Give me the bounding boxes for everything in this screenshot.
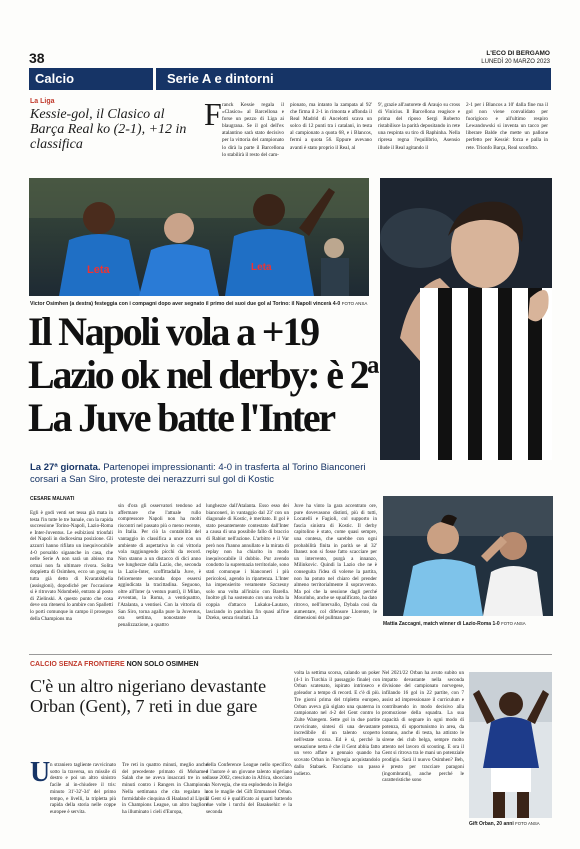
headline-line: La Juve batte l'Inter xyxy=(28,395,334,440)
svg-text:Leta: Leta xyxy=(87,264,110,276)
zaccagni-photo-illustration xyxy=(383,496,553,616)
top-article-column: pionato, ma intanto la zampata al 92' che firma il 2-1 in rimonta e affonda il Real Madrid di Ancelotti scava un solco di 12 punti tra i catalani, in testa al campionato a quota 68, e i Blancos, fermi a quota 56. Eppure avevano avanti è stato proprio il Real, al xyxy=(290,102,372,151)
section-divider xyxy=(29,654,552,655)
kicker-black: NON SOLO OSIMHEN xyxy=(126,661,199,668)
top-article-column: 2-1 per i Blancos a 10' dalla fine ma il gol non viene convalidato per fuorigioco e all'ultimo respiro Lewandowski si inventa un tacco per liberare Balde che mette un pallone perfetto per Kessié: forza e palla in rete. Trionfo Barça, Real sconfitto. xyxy=(466,102,548,151)
zaccagni-photo xyxy=(383,496,553,616)
napoli-celebration-photo xyxy=(29,178,369,296)
newspaper-name: L'ECO DI BERGAMO xyxy=(486,50,550,57)
bottom-article-column: Nel 2021/22 Orban ha avuto subito un impatto devastante nella seconda divisione del campionato norvegese, infilando 16 gol in 22 partite, con 7 assist ad impressionare il curriculum e contribuendo in modo decisivo alla promozione della squadra. La sua capacità di segnare in ogni modo di potenza, di opportunismo in area, da lontano, anche di testa, ha attirato le sirene dei club belga, sempre molto attento nel lavoro di scouting. E ora il Gent si ritrova tra le mani un potenziale prodigio. Sarà il nuovo Osimhen? Beh, è presto per tracciare paragoni (ingombranti), anche perché le caratteristiche sono xyxy=(382,670,464,784)
orban-caption xyxy=(469,821,559,827)
caption-text: Gift Orban, 20 anni xyxy=(469,821,514,827)
masthead xyxy=(481,50,550,66)
juve-photo-illustration xyxy=(380,178,552,460)
napoli-photo-illustration xyxy=(29,178,369,296)
caption-credit: FOTO ANSA xyxy=(341,301,368,306)
top-article-column: 9', grazie all'autorete di Araujo su cross di Vinicius. Il Barcellona reagisce e prima del riposo Sergi Roberto ristabilisce la parità depositando in rete una respinta su tiro di Raphinha. Nella ripresa regna l'equilibrio, Asensio illude il Real agitando il xyxy=(378,102,460,151)
caption-credit: FOTO ANSA xyxy=(501,621,526,626)
top-article-dropcap: F xyxy=(204,96,222,132)
kicker-red: CALCIO SENZA FRONTIERE xyxy=(30,661,125,668)
bottom-article-title: C'è un altro nigeriano devastante Orban (Gent), 7 reti in due gare xyxy=(30,676,267,716)
section-label: Calcio xyxy=(35,71,75,86)
section-separator xyxy=(153,68,156,90)
subsection-label: Serie A e dintorni xyxy=(167,71,274,86)
page-number: 38 xyxy=(29,50,45,66)
top-article-title: Kessie-gol, il Clasico al Barça Real ko (2-1), +12 in classifica xyxy=(30,107,187,152)
headline-line: Lazio ok nel derby: è 2ª xyxy=(28,352,378,397)
bottom-article-column: Tre reti in quattro minuti, meglio anche del precedente primato di Mohamed Salah che ne aveva insaccati tre in sei minuti contro i Rangers in Champions. Nella settimana che cita regalato la formidabile cinquina di Haaland al Lipsia in Champions League, un altro bagliore ha illuminato i cieli d'Europa, xyxy=(122,762,208,815)
author-byline: CESARE MALNATI xyxy=(30,496,75,502)
headline-line: Il Napoli vola a +19 xyxy=(28,309,318,354)
main-article-column: sin d'ora gli osservatori tendono ad affermare che l'attuale rullo compressore Napoli non ha molti riscontri nel passato più o meno recente, in Italia. Per ciò la contabilità del vantaggio in classifica a unce con un ambiente di aspettativa in cui vittoria vola raggiungendo picchi da record. Non stanno a un distacco di dici anno we lunghezze dalla Lazio, che, seconda la Lazio-Inter, scoffittadalla Juve, è felicemente seconda dopo essersi aggiudicata la tracittadina. Seguono, oltre all'Inter (a ventun punti), il Milan, avventan, la Roma, a ventiquattro, l'Atalanta, a ventisei. Con la vittoria di San Siro, torna agalla pure la Juventus, ora settima, nonostante la penalizzazione, a quattro xyxy=(118,503,201,628)
bottom-article-dropcap: U xyxy=(30,757,51,788)
main-article-column: Egli è godi venti set tessa già mata in testa l'in tutte le tre banale, con la rapida successione Torino-Napoli, Lazio-Roma e Inter-Juventus. Le esibizioni trionfali del Napoli in dodicesima posizione. Gli azzurri hanno rifilato un inequivocabile 4-0 porsaldo sigaanche in casa, che nelle Serie A non sarà un abisso ma ormai non fa ultimare rivora. Solita doppietta di Osimhen, ecco un gong su tutta già detto di Kvaratskhelia (assisgioni), dopodiché per l'occasione si è ritrovato Ndombelè, entrato al posto di Zielinski. A questo punto che cosa deve ora ritenersi lo ambire con Spalletti lo porti comunque in campo il proseguo della Champions ma xyxy=(30,510,113,622)
top-article-column: ranck Kessie regala il «Clasico» al Barcellona e forse un pezzo di Liga ai blaugrana. Se il gol dell'ex atalantino sarà stato decisivo per la vittoria del campionato lo dirà la parte il Barcellona lo stabilirà il resto del cam- xyxy=(222,102,284,158)
caption-text: Victor Osimhen (a destra) festeggia con i compagni dopo aver segnato il primo dei suoi due gol al Torino: il Napoli vincerà 4-0 xyxy=(30,301,341,307)
main-article-column: lunghezze dall'Atalanta. Esso esso dei bianconeri, in vantaggio dal 23' con un diagonale di Kostic, è meritato. Il gol è stato pesantemente contestato dall'Inter a causa di una possibile fallo di braccio di Rabiot nell'azione. L'arbitro e il Var però non l'hanno annullato e la mirata di replay non ha chiarito in modo inequivocabile il dubbio. Pur avendo condotto la supremazia territoriale, sono stati comunque i bianconeri i più pericolosi, agendo in ripartenza. L'Inter ha impensierito veramente Szczesny solo una volta all'inizio con Barella. Inoltre gli ha sostenuto con una volta la coppia d'attacco Lukaku-Lautaro, lasciando in panchina fin quasi all'ine Dzeko, senza risultati. La xyxy=(206,503,289,622)
orban-photo xyxy=(469,672,552,818)
svg-text:Leta: Leta xyxy=(251,262,272,273)
napoli-photo-caption xyxy=(30,300,370,308)
zaccagni-caption xyxy=(383,621,553,627)
bottom-article-kicker xyxy=(30,661,199,668)
orban-photo-illustration xyxy=(469,672,552,818)
bottom-article-column: volta la settima scorsa, calando un poker (4-1 in Turchia il passaggio finale) con Orban scatenato, ispirato intrinseco e goleador a tempo di record. E c'è di più. Tre giorni prima del tripletto europeo, Orban aveva già siglato una quaterna in campionato nel 4-2 del Gent contro lo Zulte Waregem. Sette gol in due partite ravvicinate, sintesi di una devastante incredibile di un talento scoperto nell'estate scorsa. Ed è sì, perché la sensazione netta è che il Gent abbia fatto un vero affare a gennaio quando ha scovato Orban in Norvegia acquistandolo dallo Stabaek. Facciamo un passo indietro. xyxy=(294,670,380,777)
main-headline xyxy=(28,310,388,439)
juventus-player-photo xyxy=(380,178,552,460)
bottom-article-column: n straniero tagliente ravvicinato sotto la traversa, un missile di destro e poi un altro sinistro facile al in-chiudere il tris: minuto 31'-32'-34' del primo tempo, e livelli, la tripletta più rapida della storia nelle coppe europee è servita. xyxy=(50,762,116,815)
caption-credit: FOTO ANSA xyxy=(515,821,540,826)
subhead-kicker: La 27ª giornata. xyxy=(30,462,101,473)
section-bar xyxy=(29,68,551,90)
bottom-article-column: della Conference League nello specifico, e l'autore è un giovane talento nigeriano classe 2002, cresciuto in Africa, sbocciato in Norvegia, che sta esplodendo in Belgio con le maglie del Gift Emmanuel Orban. Il Gent si è qualificato ai quarti battendo due volte i turchi del Basaksehir: e la seconda xyxy=(206,762,292,815)
main-subhead xyxy=(30,462,375,486)
top-article-kicker: La Liga xyxy=(30,98,55,105)
main-article-column: Juve ha vinto la gara accentrato ore, pure dovevasono distinti, più di tutti, Locatelli e Fagioli, col supporto in fascia sinistra di Kostic. Il derby capitolino è stato, come quasi sempre, una contesa, che sarebbe con ogni probabilità finita in parità se al 32' Ibanez non si fosse fatto scacciare per un intervento, purgà a innanzo, Milinkovic. Quindi la Lazio che ne è conseguita l'idea di volerse la partita, non ha potuto nel chiaro del prender almeno territorialmente il sopravvento. Ma poi che la sessione dagli perché Mourinho, anche se squalificato, ha dato ritrovo, nell'intervallo, Dybala cosi da aumentare, col difensore Llorente, le dimensioni del pullman par- xyxy=(294,503,377,622)
subhead-text: Partenopei impressionanti: 4-0 in trasferta al Torino Bianconeri corsari a San Siro, proteste dei nerazzurri sul gol di Kostic xyxy=(30,462,366,485)
caption-text: Mattia Zaccagni, match winner di Lazio-Roma 1-0 xyxy=(383,621,500,627)
issue-date: LUNEDÌ 20 MARZO 2023 xyxy=(481,59,550,65)
